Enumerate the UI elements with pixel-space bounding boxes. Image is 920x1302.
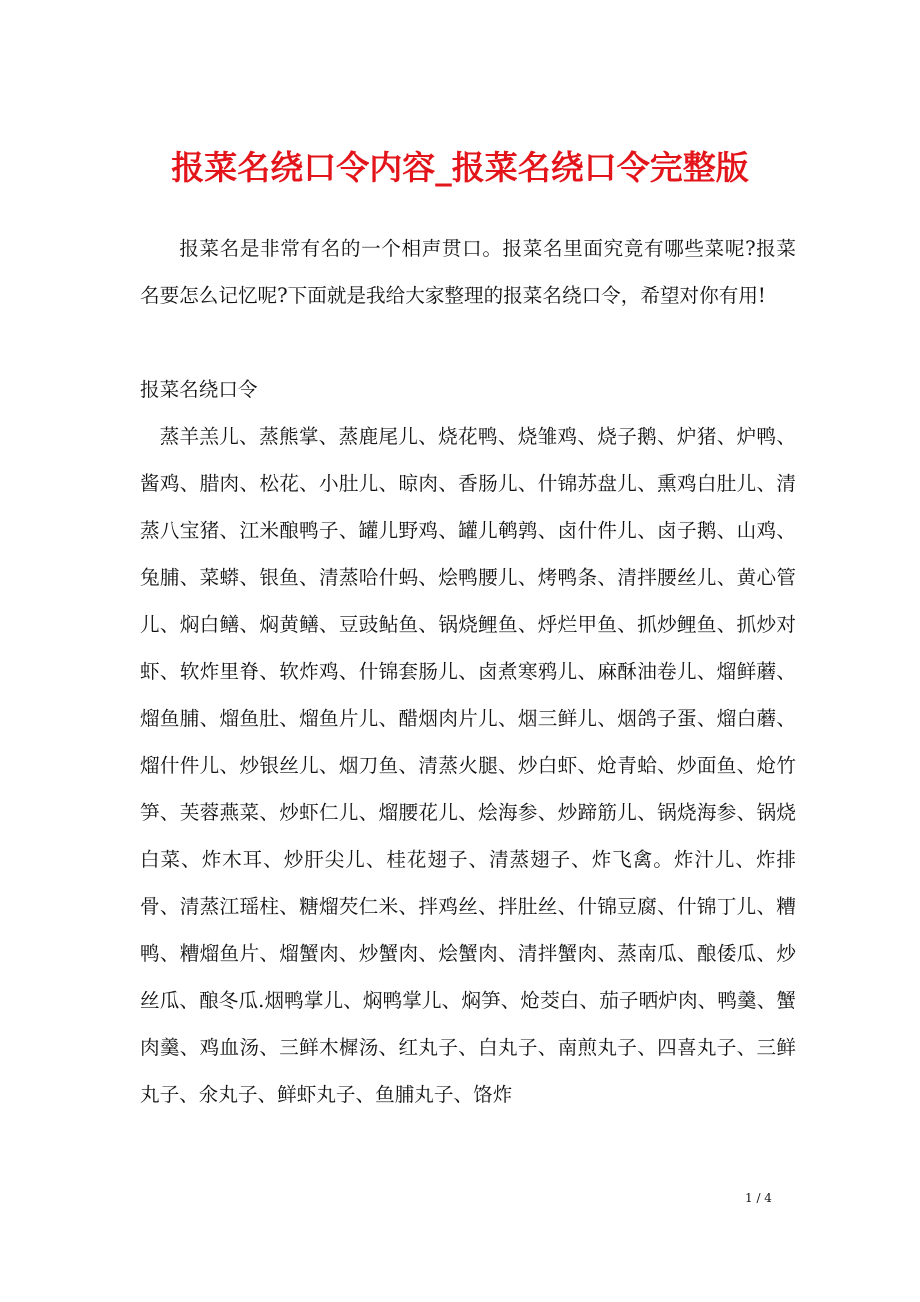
document-title: 报菜名绕口令内容_报菜名绕口令完整版 [171,148,749,187]
page-number: 1 / 4 [745,1191,772,1205]
dish-list-paragraph: 蒸羊羔儿、蒸熊掌、蒸鹿尾儿、烧花鸭、烧雏鸡、烧子鹅、炉猪、炉鸭、酱鸡、腊肉、松花、小肚儿、晾肉、香肠儿、什锦苏盘儿、熏鸡白肚儿、清蒸八宝猪、江米酿鸭子、罐儿野鸡、罐儿鹌鹑、卤什件儿、卤子鹅、山鸡、兔脯、菜蟒、银鱼、清蒸哈什蚂、烩鸭腰儿、烤鸭条、清拌腰丝儿、黄心管儿、焖白鳝、焖黄鳝、豆豉鲇鱼、锅烧鲤鱼、烀烂甲鱼、抓炒鲤鱼、抓炒对虾、软炸里脊、软炸鸡、什锦套肠儿、卤煮寒鸦儿、麻酥油卷儿、熘鲜蘑、熘鱼脯、熘鱼肚、熘鱼片儿、醋烟肉片儿、烟三鲜儿、烟鸽子蛋、熘白蘑、熘什件儿、炒银丝儿、烟刀鱼、清蒸火腿、炒白虾、炝青蛤、炒面鱼、炝竹笋、芙蓉燕菜、炒虾仁儿、熘腰花儿、烩海参、炒蹄筋儿、锅烧海参、锅烧白菜、炸木耳、炒肝尖儿、桂花翅子、清蒸翅子、炸飞禽。炸汁儿、炸排骨、清蒸江瑶柱、糖熘芡仁米、拌鸡丝、拌肚丝、什锦豆腐、什锦丁儿、糟鸭、糟熘鱼片、熘蟹肉、炒蟹肉、烩蟹肉、清拌蟹肉、蒸南瓜、酿倭瓜、炒丝瓜、酿冬瓜.烟鸭掌儿、焖鸭掌儿、焖笋、炝茭白、茄子晒炉肉、鸭羹、蟹肉羹、鸡血汤、三鲜木樨汤、红丸子、白丸子、南煎丸子、四喜丸子、三鲜丸子、氽丸子、鲜虾丸子、鱼脯丸子、饹炸 [140,425,796,1106]
intro-paragraph: 报菜名是非常有名的一个相声贯口。报菜名里面究竟有哪些菜呢?报菜名要怎么记忆呢?下面就是我给大家整理的报菜名绕口令，希望对你有用! [140,237,796,307]
section-heading: 报菜名绕口令 [140,378,258,401]
